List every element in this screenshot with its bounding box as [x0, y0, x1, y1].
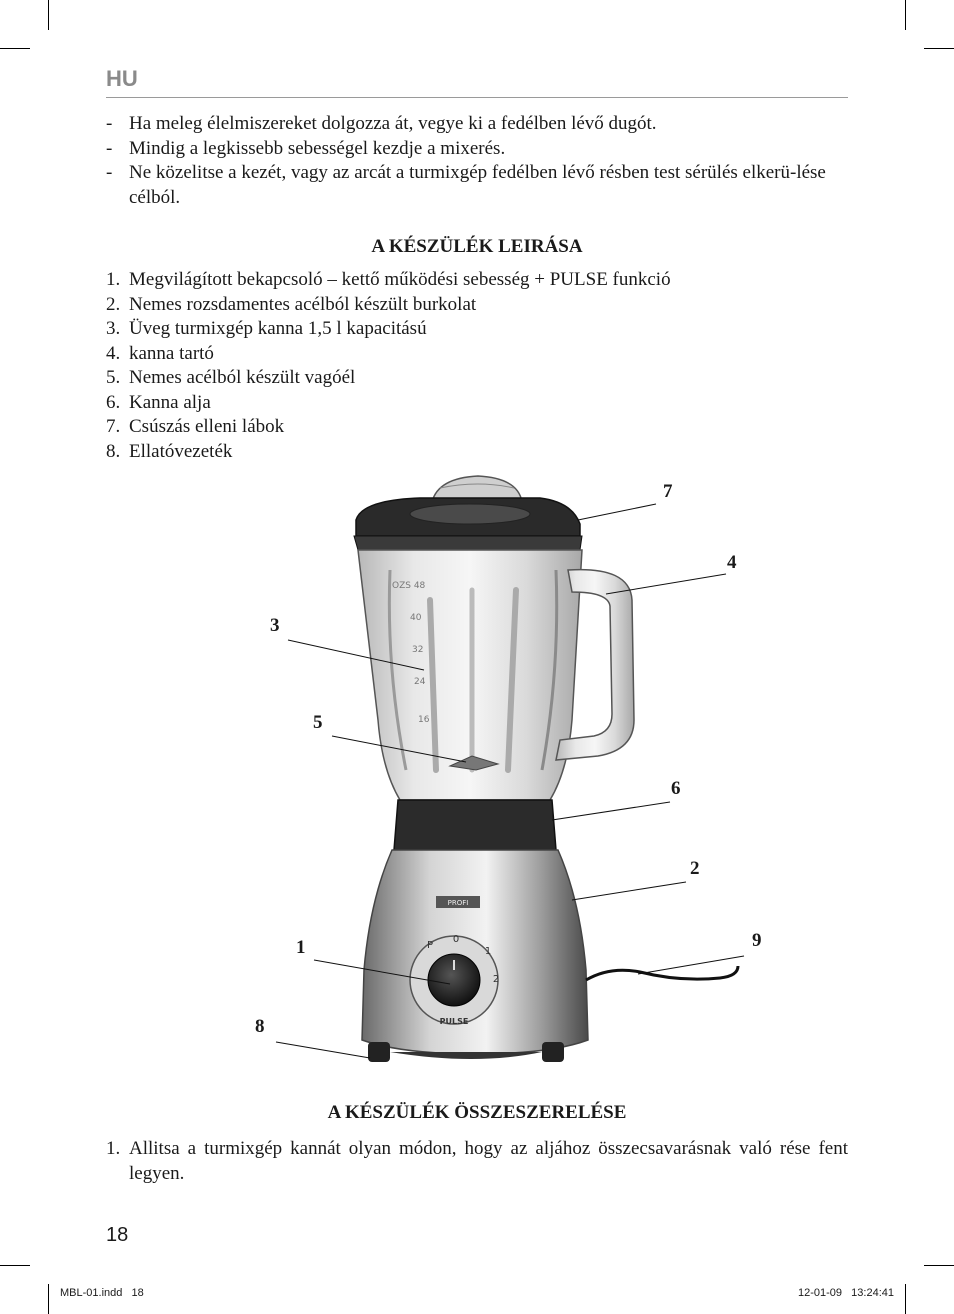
crop-mark	[905, 0, 906, 30]
section-title-description: A KÉSZÜLÉK LEIRÁSA	[371, 236, 583, 257]
callout-7: 7	[663, 481, 673, 502]
header-rule	[106, 97, 848, 98]
jar-scale-label: 32	[412, 645, 424, 655]
dial-mark: 0	[452, 934, 460, 945]
item-number: 8.	[106, 440, 121, 462]
bullet-dash: -	[106, 162, 113, 183]
note-text: Ne közelitse a kezét, vagy az arcát a turmixgép fedélben lévő résben test sérülés elkerü-lése célból.	[129, 162, 826, 208]
item-text: Csúszás elleni lábok	[129, 416, 285, 437]
power-cord	[586, 966, 738, 980]
dial-mark: P	[426, 940, 434, 951]
brand-label: PROFI	[447, 899, 469, 907]
blender-illustration	[250, 470, 770, 1090]
callout-8: 8	[255, 1016, 265, 1037]
item-number: 4.	[106, 342, 121, 364]
crop-mark	[905, 1284, 906, 1314]
foot	[542, 1042, 564, 1062]
list-item	[106, 137, 848, 162]
bullet-dash: -	[106, 113, 113, 134]
list-item	[106, 1136, 848, 1186]
item-text: Nemes acélból készült vagóél	[129, 367, 356, 388]
language-code: HU	[106, 66, 138, 91]
list-item	[106, 440, 848, 465]
callout-3: 3	[270, 615, 280, 636]
assembly-steps	[106, 1136, 848, 1186]
item-number: 3.	[106, 318, 121, 339]
item-text: Üveg turmixgép kanna 1,5 l kapacitású	[129, 318, 427, 339]
item-number: 1.	[106, 269, 121, 290]
section-title-assembly: A KÉSZÜLÉK ÖSSZESZERELÉSE	[327, 1102, 627, 1123]
note-text: Ha meleg élelmiszereket dolgozza át, vegye ki a fedélben lévő dugót.	[129, 113, 657, 134]
callout-9: 9	[752, 930, 762, 951]
item-text: Kanna alja	[129, 391, 211, 413]
footer-timestamp: 12-01-09 13:24:41	[797, 1287, 894, 1299]
step-text: Allitsa a turmixgép kannát olyan módon, hogy az aljához összecsavarásnak való rése fent legyen.	[129, 1138, 848, 1184]
list-item	[106, 268, 848, 293]
pulse-label: PULSE	[439, 1017, 469, 1026]
footer-file: MBL-01.indd 18	[60, 1287, 144, 1299]
item-text: Nemes rozsdamentes acélból készült burkolat	[129, 293, 477, 315]
parts-list	[106, 268, 848, 464]
list-item	[106, 317, 848, 342]
callout-5: 5	[313, 712, 323, 733]
crop-mark	[0, 1265, 30, 1266]
callout-6: 6	[671, 778, 681, 799]
page-number: 18	[106, 1224, 129, 1246]
jar-scale-label: 40	[410, 613, 422, 623]
list-item	[106, 366, 848, 391]
callout-1: 1	[296, 937, 306, 958]
list-item	[106, 293, 848, 318]
list-item	[106, 342, 848, 367]
item-text: kanna tartó	[129, 342, 214, 364]
crop-mark	[48, 1284, 49, 1314]
crop-mark	[48, 0, 49, 30]
foot	[368, 1042, 390, 1062]
jar-scale-label: 24	[414, 677, 426, 687]
jar-base	[394, 800, 556, 850]
item-number: 2.	[106, 293, 121, 315]
blender-figure	[250, 470, 770, 1090]
step-number: 1.	[106, 1138, 121, 1159]
item-number: 7.	[106, 416, 121, 437]
crop-mark	[924, 1265, 954, 1266]
item-text: Megvilágított bekapcsoló – kettő működési sebesség + PULSE funkció	[129, 269, 671, 290]
note-text: Mindig a legkissebb sebességel kezdje a mixerés.	[129, 137, 506, 159]
item-number: 5.	[106, 367, 121, 388]
list-item	[106, 415, 848, 440]
bullet-dash: -	[106, 137, 113, 159]
list-item	[106, 161, 848, 210]
item-text: Ellatóvezeték	[129, 440, 233, 462]
callout-4: 4	[727, 552, 737, 573]
list-item	[106, 112, 848, 137]
crop-mark	[0, 48, 30, 49]
list-item	[106, 391, 848, 416]
jar-scale-label: 16	[418, 715, 430, 725]
callout-2: 2	[690, 858, 700, 879]
dial-mark: 1	[484, 946, 492, 957]
item-number: 6.	[106, 391, 121, 413]
dial-mark: 2	[492, 974, 500, 985]
jar-scale-label: OZS 48	[392, 581, 426, 591]
crop-mark	[924, 48, 954, 49]
safety-notes	[106, 112, 848, 210]
